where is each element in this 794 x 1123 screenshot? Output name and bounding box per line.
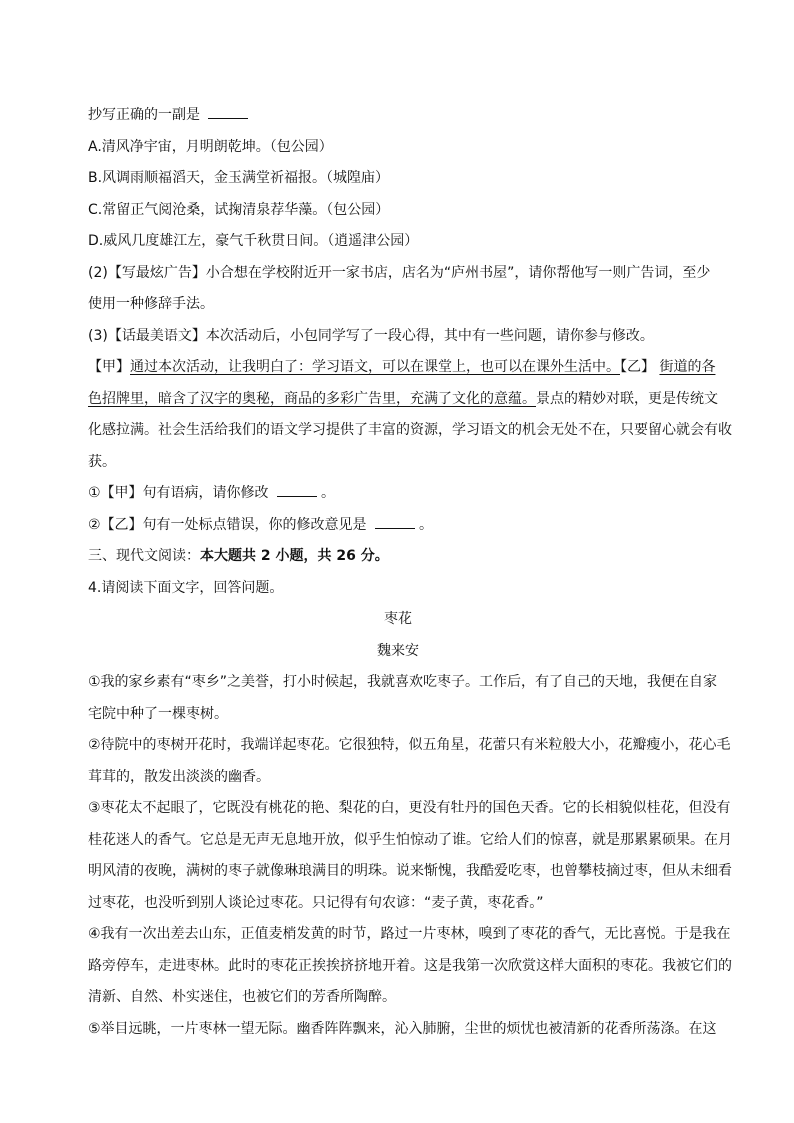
- sub2-end: 。: [419, 516, 434, 533]
- document-page: [88, 100, 732, 1045]
- answer-blank[interactable]: [277, 482, 317, 497]
- paragraph-3-line: 桂花迷人的香气。它总是无声无息地开放，似乎生怕惊动了谁。它给人们的惊喜，就是那累累硕果。在月: [88, 831, 732, 848]
- q3-sub1: [88, 478, 708, 510]
- sub1-end: 。: [321, 485, 336, 501]
- jia-mark: 【甲】: [88, 359, 130, 375]
- yi-mark: 【乙】: [620, 359, 655, 375]
- section-info: 本大题共 2 小题，共 26 分。: [200, 548, 389, 564]
- q2-line1: (2)【写最炫广告】小合想在学校附近开一家书店，店名为“庐州书屋”，请你帮他写一则广告词，至少: [88, 264, 711, 281]
- q3-passage-line3: 化感拉满。社会生活给我们的语文学习提供了丰富的资源，学习语文的机会无处不在，只要留心就会有收: [88, 422, 732, 438]
- paragraph-3-line: 明风清的夜晚，满树的枣子就像琳琅满目的明珠。说来惭愧，我酷爱吃枣，也曾攀枝摘过枣，但从未细看: [88, 863, 732, 879]
- article-title: 枣花: [384, 611, 412, 627]
- yi-sentence-part2: 色招牌里，暗含了汉字的奥秘，商品的多彩广告里，充满了文化的意蕴。: [88, 390, 536, 407]
- paragraph-1-line: 宅院中种了一棵枣树。: [88, 705, 228, 722]
- question-text: 抄写正确的一副是: [88, 107, 200, 123]
- answer-blank[interactable]: [375, 514, 415, 529]
- paragraph-4-line: 路旁停车，走进枣林。此时的枣花正挨挨挤挤地开着。这是我第一次欣赏这样大面积的枣花。我被它们的: [88, 957, 732, 974]
- q3-passage-line2: [88, 384, 718, 416]
- q3-passage-line1: [88, 352, 716, 384]
- paragraph-1-line: ①我的家乡素有“枣乡”之美誉，打小时候起，我就喜欢吃枣子。工作后，有了自己的天地，我便在自家: [88, 674, 718, 690]
- sub2-text: ②【乙】句有一处标点错误，你的修改意见是: [88, 516, 367, 533]
- paragraph-2-line: ②待院中的枣树开花时，我端详起枣花。它很独特，似五角星，花蕾只有米粒般大小，花瓣瘦小，花心毛: [88, 737, 731, 753]
- q3-intro: (3)【话最美语文】本次活动后，小包同学写了一段心得，其中有一些问题，请你参与修改。: [88, 327, 654, 344]
- option-b: B.风调雨顺福滔天，金玉满堂祈福报。（城隍庙）: [88, 170, 390, 186]
- option-c: C.常留正气阅沧桑，试掬清泉荐华藻。（包公园）: [88, 201, 390, 218]
- option-a: A.清风净宇宙，月明朗乾坤。（包公园）: [88, 138, 333, 155]
- section-prefix: 三、现代文阅读：: [88, 548, 200, 564]
- article-author: 魏来安: [377, 642, 419, 659]
- paragraph-5-line: ⑤举目远眺，一片枣林一望无际。幽香阵阵飘来，沁入肺腑，尘世的烦忧也被清新的花香所荡涤。在这: [88, 1020, 717, 1037]
- paragraph-4-line: ④我有一次出差去山东，正值麦梢发黄的时节，路过一片枣林，嗅到了枣花的香气，无比喜悦。于是我在: [88, 926, 731, 942]
- jia-sentence: 通过本次活动，让我明白了：学习语文，可以在课堂上，也可以在课外生活中。: [130, 359, 620, 375]
- q4-prompt: 4.请阅读下面文字，回答问题。: [88, 579, 284, 596]
- paragraph-2-line: 茸茸的，散发出淡淡的幽香。: [88, 768, 270, 785]
- yi-sentence-part1: 街道的各: [659, 359, 716, 375]
- paragraph-4-line: 清新、自然、朴实迷住，也被它们的芳香所陶醉。: [88, 989, 396, 1005]
- sub1-text: ①【甲】句有语病，请你修改: [88, 485, 269, 501]
- passage-text: 景点的精妙对联，更是传统文: [536, 390, 718, 407]
- paragraph-3-line: ③枣花太不起眼了，它既没有桃花的艳、梨花的白，更没有牡丹的国色天香。它的长相貌似桂花，但没有: [88, 800, 731, 816]
- q3-passage-line4: 获。: [88, 453, 116, 470]
- answer-blank[interactable]: [208, 104, 248, 119]
- q3-sub2: [88, 510, 708, 542]
- option-d: D.威风几度雄江左，豪气千秋贯日间。（逍遥津公园）: [88, 233, 419, 249]
- paragraph-3-line: 过枣花，也没听到别人谈论过枣花。只记得有句农谚：“麦子黄，枣花香。”: [88, 894, 544, 911]
- question-line: [88, 100, 708, 132]
- section-heading: [88, 541, 708, 573]
- q2-line2: 使用一种修辞手法。: [88, 296, 214, 312]
